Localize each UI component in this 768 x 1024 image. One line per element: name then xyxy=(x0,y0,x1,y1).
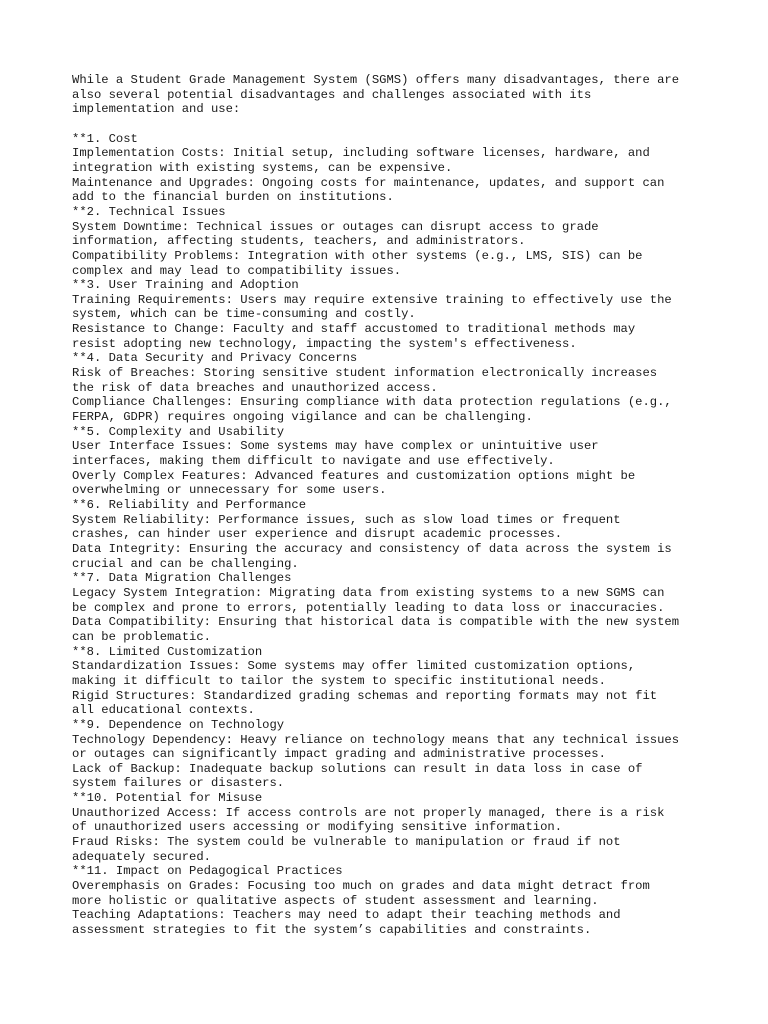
text-line: or outages can significantly impact grading and administrative processes. xyxy=(72,747,606,762)
text-line: Legacy System Integration: Migrating data from existing systems to a new SGMS can xyxy=(72,585,665,600)
text-line: Resistance to Change: Faculty and staff accustomed to traditional methods may xyxy=(72,322,636,337)
text-line: Compliance Challenges: Ensuring compliance with data protection regulations (e.g., xyxy=(72,395,672,410)
text-line: Standardization Issues: Some systems may offer limited customization options, xyxy=(72,659,636,674)
section-heading: **11. Impact on Pedagogical Practices xyxy=(72,864,343,879)
text-line: Rigid Structures: Standardized grading schemas and reporting formats may not fit xyxy=(72,688,658,703)
section-heading: **6. Reliability and Performance xyxy=(72,498,307,513)
text-line: all educational contexts. xyxy=(72,703,255,718)
text-line: making it difficult to tailor the system to specific institutional needs. xyxy=(72,673,606,688)
text-line: User Interface Issues: Some systems may have complex or unintuitive user xyxy=(72,439,599,454)
text-line: Technology Dependency: Heavy reliance on technology means that any technical issues xyxy=(72,732,680,747)
section-heading: **10. Potential for Misuse xyxy=(72,791,263,806)
text-line: also several potential disadvantages and challenges associated with its xyxy=(72,87,592,102)
document-page xyxy=(72,73,732,938)
text-line: Teaching Adaptations: Teachers may need to adapt their teaching methods and xyxy=(72,908,621,923)
text-line: more holistic or qualitative aspects of student assessment and learning. xyxy=(72,893,599,908)
text-line: overwhelming or unnecessary for some users. xyxy=(72,483,387,498)
text-line: add to the financial burden on institutions. xyxy=(72,190,394,205)
section-heading: **9. Dependence on Technology xyxy=(72,717,285,732)
text-line: system, which can be time-consuming and costly. xyxy=(72,307,416,322)
text-line: implementation and use: xyxy=(72,102,241,117)
text-line: While a Student Grade Management System (SGMS) offers many disadvantages, there are xyxy=(72,73,680,87)
text-line: information, affecting students, teachers, and administrators. xyxy=(72,234,526,249)
text-line: of unauthorized users accessing or modifying sensitive information. xyxy=(72,820,563,835)
text-line: integration with existing systems, can be expensive. xyxy=(72,160,453,175)
text-line: Overemphasis on Grades: Focusing too much on grades and data might detract from xyxy=(72,879,650,894)
section-heading: **4. Data Security and Privacy Concerns xyxy=(72,351,358,366)
text-line: Data Integrity: Ensuring the accuracy and consistency of data across the system is xyxy=(72,541,672,556)
text-line: crucial and can be challenging. xyxy=(72,556,299,571)
text-line: resist adopting new technology, impacting the system's effectiveness. xyxy=(72,336,577,351)
text-line: can be problematic. xyxy=(72,629,211,644)
text-line: System Reliability: Performance issues, such as slow load times or frequent xyxy=(72,512,621,527)
text-line: assessment strategies to fit the system’s capabilities and constraints. xyxy=(72,923,592,938)
text-line: crashes, can hinder user experience and disrupt academic processes. xyxy=(72,527,563,542)
text-line: Fraud Risks: The system could be vulnerable to manipulation or fraud if not xyxy=(72,835,621,850)
text-line: Compatibility Problems: Integration with other systems (e.g., LMS, SIS) can be xyxy=(72,248,643,263)
text-line: FERPA, GDPR) requires ongoing vigilance and can be challenging. xyxy=(72,410,533,425)
section-heading: **2. Technical Issues xyxy=(72,204,226,219)
text-line: Implementation Costs: Initial setup, including software licenses, hardware, and xyxy=(72,146,650,161)
section-heading: **5. Complexity and Usability xyxy=(72,424,285,439)
text-line: System Downtime: Technical issues or outages can disrupt access to grade xyxy=(72,219,599,234)
text-line: Risk of Breaches: Storing sensitive student information electronically increases xyxy=(72,366,658,381)
section-heading: **3. User Training and Adoption xyxy=(72,278,299,293)
section-heading: **8. Limited Customization xyxy=(72,644,263,659)
section-heading: **1. Cost xyxy=(72,131,138,146)
text-line: system failures or disasters. xyxy=(72,776,285,791)
blank-line xyxy=(72,117,732,132)
text-line: complex and may lead to compatibility issues. xyxy=(72,263,402,278)
text-line: Maintenance and Upgrades: Ongoing costs for maintenance, updates, and support can xyxy=(72,175,665,190)
text-line: Lack of Backup: Inadequate backup solutions can result in data loss in case of xyxy=(72,761,643,776)
text-line: be complex and prone to errors, potentially leading to data loss or inaccuracies. xyxy=(72,600,665,615)
text-line: interfaces, making them difficult to navigate and use effectively. xyxy=(72,454,555,469)
text-line: Overly Complex Features: Advanced features and customization options might be xyxy=(72,468,636,483)
text-line: Training Requirements: Users may require extensive training to effectively use the xyxy=(72,292,672,307)
section-heading: **7. Data Migration Challenges xyxy=(72,571,292,586)
text-line: the risk of data breaches and unauthorized access. xyxy=(72,380,438,395)
text-line: adequately secured. xyxy=(72,849,211,864)
text-line: Unauthorized Access: If access controls are not properly managed, there is a risk xyxy=(72,805,665,820)
text-line: Data Compatibility: Ensuring that historical data is compatible with the new system xyxy=(72,615,680,630)
